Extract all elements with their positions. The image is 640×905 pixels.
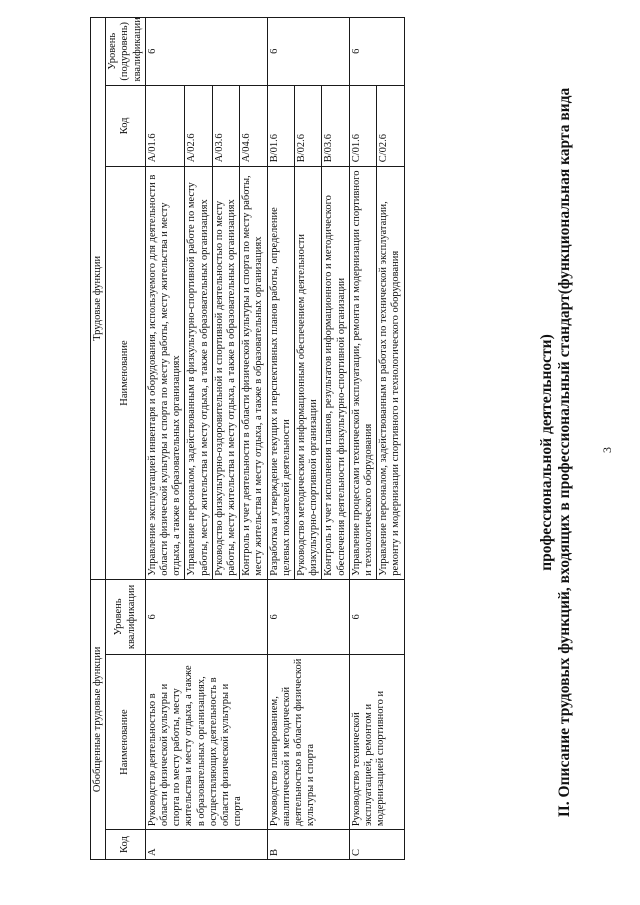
group-code: B — [267, 830, 349, 860]
group-name: Руководство деятельностью в области физической культуры и спорта по месту работы, месту жительства и месту отдыха, а также в образовательных организациях, осуществляющих деятельность в области физической культуры и спорта — [145, 655, 267, 830]
header-level: Уровень квалификации — [106, 579, 146, 654]
header-name: Наименование — [106, 655, 146, 830]
header-function-level: Уровень (подуровень) квалификации — [106, 18, 146, 86]
table-row — [349, 18, 376, 860]
group-name: Руководство планированием, аналитической и методической деятельностью в области физической культуры и спорта — [267, 655, 349, 830]
function-name: Контроль и учет исполнения планов, результатов информационного и методического обеспечения деятельности физкультурно-спортивной организации — [322, 167, 349, 580]
function-code: A/02.6 — [185, 85, 212, 167]
header-code: Код — [106, 830, 146, 860]
function-code: A/01.6 — [145, 85, 185, 167]
function-name: Контроль и учет деятельности в области физической культуры и спорта по месту работы, месту жительства и месту отдыха, а также в образовательных организациях — [240, 167, 267, 580]
function-code: B/02.6 — [295, 85, 322, 167]
function-name: Разработка и утверждение текущих и перспективных планов работы, определение целевых показателей деятельности — [267, 167, 294, 580]
group-level: 6 — [145, 579, 267, 654]
function-name: Управление персоналом, задействованным в работах по технической эксплуатации, ремонту и модернизации спортивного и технологического оборудования — [377, 167, 404, 580]
group-code: C — [349, 830, 404, 860]
function-code: B/01.6 — [267, 85, 294, 167]
function-level: 6 — [267, 18, 349, 86]
function-name: Управление персоналом, задействованным в физкультурно-спортивной работе по месту работы, месту жительства и месту отдыха, а также в образовательных организациях — [185, 167, 212, 580]
group-name: Руководство технической эксплуатацией, ремонтом и модернизацией спортивного и — [349, 655, 404, 830]
function-code: B/03.6 — [322, 85, 349, 167]
function-level: 6 — [349, 18, 404, 86]
function-code: A/04.6 — [240, 85, 267, 167]
function-name: Руководство физкультурно-оздоровительной и спортивной деятельностью по месту работы, месту жительства и месту отдыха, а также в образовательных организациях — [212, 167, 239, 580]
function-name: Руководство методическим и информационным обеспечением деятельности физкультурно-спортивной организации — [295, 167, 322, 580]
group-code: A — [145, 830, 267, 860]
function-name: Управление эксплуатацией инвентаря и оборудования, используемого для деятельности в области физической культуры и спорта по месту работы, месту жительства и месту отдыха, а также в образовательных организациях — [145, 167, 185, 580]
table-row — [145, 18, 185, 860]
table-row — [267, 18, 294, 860]
function-code: C/01.6 — [349, 85, 376, 167]
function-code: A/03.6 — [212, 85, 239, 167]
group-level: 6 — [349, 579, 404, 654]
header-generalized: Обобщенные трудовые функции — [91, 579, 106, 859]
header-function-code: Код — [106, 85, 146, 167]
functions-table — [90, 17, 405, 860]
page-number: 3 — [600, 447, 614, 453]
function-name: Управление процессами технической эксплуатации, ремонта и модернизации спортивного и технологического оборудования — [349, 167, 376, 580]
header-labor: Трудовые функции — [91, 18, 106, 580]
function-level: 6 — [145, 18, 267, 86]
header-function-name: Наименование — [106, 167, 146, 580]
function-code: C/02.6 — [377, 85, 404, 167]
section-title-line-1: II. Описание трудовых функций, входящих в профессиональный стандарт(функциональная карта вида — [556, 87, 573, 818]
section-title-line-2: профессиональной деятельности) — [538, 334, 555, 571]
group-level: 6 — [267, 579, 349, 654]
